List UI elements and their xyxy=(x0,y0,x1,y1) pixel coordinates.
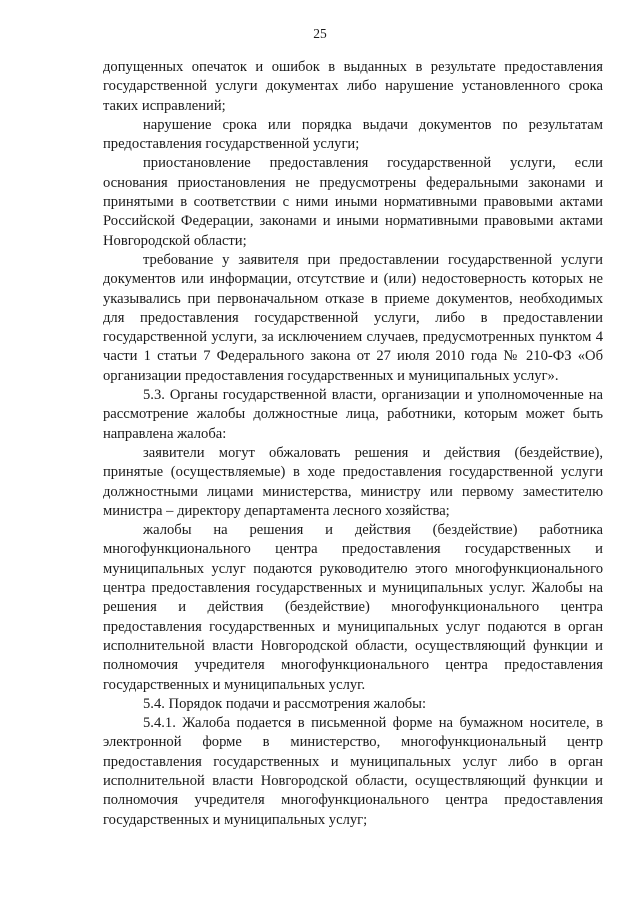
page-number: 25 xyxy=(313,26,327,41)
paragraph: нарушение срока или порядка выдачи документов по результатам предоставления государственной услуги; xyxy=(103,116,603,153)
paragraph: заявители могут обжаловать решения и действия (бездействие), принятые (осуществляемые) в ходе предоставления государственной услуги должностными лицами министерства, министру или первому заместителю министра – директору департамента лесного хозяйства; xyxy=(103,444,603,519)
paragraph: приостановление предоставления государственной услуги, если основания приостановления не предусмотрены федеральными законами и принятыми в соответствии с ними иными нормативными правовыми актами Российской Федерации, законами и иными нормативными правовыми актами Новгородской области; xyxy=(103,155,603,249)
paragraph: 5.4. Порядок подачи и рассмотрения жалобы: xyxy=(143,695,427,712)
paragraph: требование у заявителя при предоставлении государственной услуги документов или информации, отсутствие и (или) недостоверность которых не указывались при первоначальном отказе в приеме документов, необходимых для предоставления государственной услуги, либо в предоставлении государственной услуги, за исключением случаев, предусмотренных пунктом 4 части 1 статьи 7 Федерального закона от 27 июля 2010 года № 210-ФЗ «Об организации предоставления государственных и муниципальных услуг». xyxy=(103,251,603,384)
document-body xyxy=(103,58,603,830)
paragraph: 5.3. Органы государственной власти, организации и уполномоченные на рассмотрение жалобы должностные лица, работники, которым может быть направлена жалоба: xyxy=(103,387,603,442)
paragraph: допущенных опечаток и ошибок в выданных в результате предоставления государственной услуги документах либо нарушение установленного срока таких исправлений; xyxy=(103,59,603,114)
paragraph: 5.4.1. Жалоба подается в письменной форме на бумажном носителе, в электронной форме в министерство, многофункциональный центр предоставления государственных и муниципальных услуг либо в орган исполнительной власти Новгородской области, осуществляющий функции и полномочия учредителя многофункционального центра предоставления государственных и муниципальных услуг; xyxy=(103,715,603,828)
paragraph: жалобы на решения и действия (бездействие) работника многофункционального центра предоставления государственных и муниципальных услуг подаются руководителю этого многофункционального центра предоставления государственных и муниципальных услуг. Жалобы на решения и действия (бездействие) многофункционального центра предоставления государственных и муниципальных услуг подаются в орган исполнительной власти Новгородской области, осуществляющий функции и полномочия учредителя многофункционального центра предоставления государственных и муниципальных услуг. xyxy=(103,522,603,693)
